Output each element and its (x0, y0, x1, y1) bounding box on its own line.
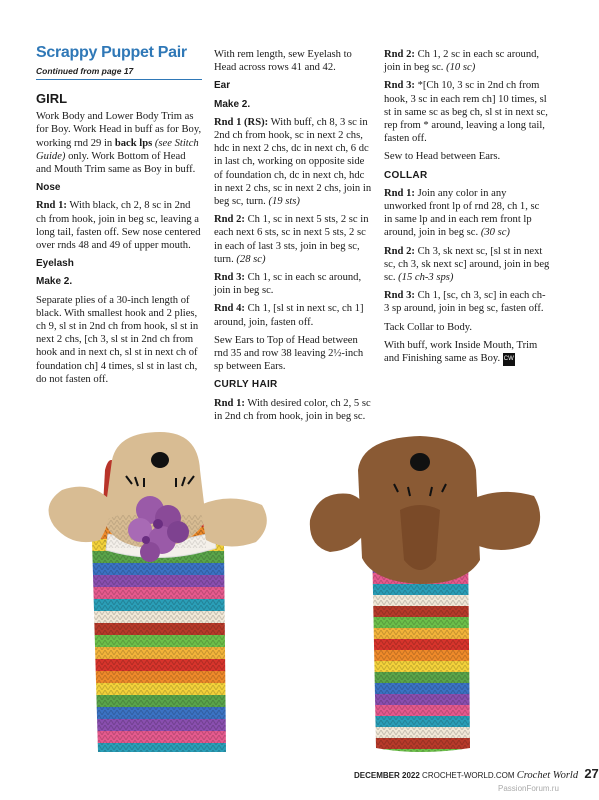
ear-round-2-count: (28 sc) (236, 253, 266, 265)
ear-round-1-text: With buff, ch 8, 3 sc in 2nd ch from hook, sc in next 2 chs, hdc in next 2 chs, dc in next ch, 6 dc in last ch, working on opposite side of foundation ch, dc in next ch, hdc in next 2 chs, sc in next 2 chs, join in beg sc, turn. (214, 116, 372, 208)
watermark: PassionForum.ru (498, 784, 559, 793)
collar-round-2-text: Ch 3, sk next sc, [sl st in next sc, ch 3, sk next sc] around, join in beg sc. (384, 245, 550, 284)
end-mark: CW (503, 353, 515, 366)
girl-ear-left (49, 487, 111, 542)
finishing-text (384, 339, 550, 366)
ear-round-3-label: Rnd 3: (214, 272, 245, 284)
puppets-photo (0, 420, 596, 760)
collar-round-3 (384, 289, 550, 315)
collar-round-2-label: Rnd 2: (384, 245, 415, 257)
curly-round-1-text: With desired color, ch 2, 5 sc in 2nd ch from hook, join in beg sc. (214, 397, 371, 422)
nose-heading: Nose (36, 182, 61, 194)
collar-round-2-count: (15 ch-3 sps) (398, 272, 454, 284)
ear-round-4 (214, 302, 374, 328)
collar-round-1-label: Rnd 1: (384, 187, 415, 199)
ear-round-4-label: Rnd 4: (214, 303, 245, 315)
boy-ear-right (470, 492, 540, 550)
sew-eyelash-text: With rem length, sew Eyelash to Head across rows 41 and 42. (214, 49, 352, 74)
body-stripe (90, 755, 230, 768)
sew-hair-text: Sew to Head between Ears. (384, 151, 501, 163)
tack-collar-text: Tack Collar to Body. (384, 321, 473, 333)
eyelash-make: Make 2. (36, 276, 73, 288)
curly-round-3 (384, 79, 550, 145)
collar-round-3-text: Ch 1, [sc, ch 3, sc] in each ch-3 sp around, join in beg sc, fasten off. (384, 290, 546, 315)
footer-date: DECEMBER 2022 (354, 771, 420, 780)
ear-round-1-count: (19 sts) (268, 196, 300, 208)
page-footer (354, 766, 599, 781)
collar-round-3-label: Rnd 3: (384, 290, 415, 302)
ear-round-2-label: Rnd 2: (214, 214, 245, 226)
collar-heading: COLLAR (384, 169, 428, 181)
page-number: 27 (584, 766, 599, 781)
nose-round (36, 199, 202, 252)
collar-round-1 (384, 187, 550, 240)
collar-round-1-count: (30 sc) (480, 227, 510, 239)
intro-text-d: only. Work Bottom of Head and Mouth Trim same as Boy in buff. (36, 150, 196, 176)
girl-puppet (49, 432, 267, 768)
continued-note: Continued from page 17 (36, 66, 134, 76)
curly-round-3-label: Rnd 3: (384, 80, 415, 92)
ear-round-3-text: Ch 1, sc in each sc around, join in beg sc. (214, 272, 362, 297)
ear-heading: Ear (214, 80, 231, 92)
boy-ear-left (310, 494, 368, 552)
boy-puppet (310, 436, 540, 761)
girl-ear-right (200, 499, 267, 547)
eyelash-text: Separate plies of a 30-inch length of black. With smallest hook and 2 plies, ch 9, sl st in 2nd ch from hook, sl st in next 2 chs, [ch 3, sl st in 2nd ch from hook and in next ch, sl st in next ch of foundation ch] 4 times, sl st in last ch, do not fasten off. (36, 294, 199, 385)
ear-make: Make 2. (214, 98, 251, 110)
column-1 (36, 92, 202, 391)
intro-text-a: Work Body and Lower Body Trim as for Boy. Work Head in buff as for Boy, working rnd 29 in (36, 111, 202, 149)
intro-italic: (see Stitch Guide) (36, 137, 199, 162)
girl-nose (151, 452, 169, 468)
curly-round-2-count: (10 sc) (446, 62, 476, 74)
ear-round-1-label: Rnd 1 (RS): (214, 116, 269, 128)
ear-round-1 (214, 116, 374, 208)
article-title: Scrappy Puppet Pair (36, 44, 187, 61)
girl-intro (36, 110, 202, 176)
curly-hair-heading: CURLY HAIR (214, 379, 278, 391)
curly-round-2-label: Rnd 2: (384, 49, 415, 60)
boy-nose (410, 453, 430, 471)
ear-round-3 (214, 271, 374, 297)
finishing-text-body: With buff, work Inside Mouth, Trim and Finishing same as Boy. (384, 339, 538, 365)
nose-round-label: Rnd 1: (36, 200, 67, 212)
curly-round-2 (384, 48, 550, 74)
sew-ears-text: Sew Ears to Top of Head between rnd 35 and row 38 leaving 2½-inch sp between Ears. (214, 334, 364, 373)
title-rule (36, 79, 202, 80)
ear-round-2 (214, 213, 374, 266)
footer-magazine: Crochet World (516, 770, 579, 781)
nose-round-text: With black, ch 2, 8 sc in 2nd ch from hook, join in beg sc, leaving a long tail, fasten off. Sew nose centered over rnds 48 and 49 of upper mouth. (36, 200, 201, 252)
curly-round-2-text: Ch 1, 2 sc in each sc around, join in beg sc. (384, 49, 540, 74)
collar-round-2 (384, 245, 550, 285)
boy-beard (400, 505, 440, 570)
girl-heading: GIRL (36, 91, 68, 106)
ear-round-4-text: Ch 1, [sl st in next sc, ch 1] around, join, fasten off. (214, 303, 364, 328)
ear-round-2-text: Ch 1, sc in next 5 sts, 2 sc in each next 6 sts, sc in next 5 sts, 2 sc in each of last 3 sts, join in beg sc, turn. (214, 214, 369, 265)
curly-round-1-label: Rnd 1: (214, 397, 245, 409)
column-2 (214, 48, 374, 428)
curly-round-3-text: *[Ch 10, 3 sc in 2nd ch from hook, 3 sc in each rem ch] 10 times, sl st in same sc as beg ch, sl st in next sc, rep from * around, leaving a long tail, fasten off. (384, 80, 548, 145)
eyelash-heading: Eyelash (36, 258, 74, 270)
collar-round-1-text: Join any color in any unworked front lp of rnd 28, ch 1, sc in same lp and in each rem front lp around, join in beg sc. (384, 187, 540, 239)
column-3 (384, 48, 550, 371)
intro-bold: back lps (114, 137, 153, 149)
footer-site: CROCHET-WORLD.COM (422, 771, 515, 780)
